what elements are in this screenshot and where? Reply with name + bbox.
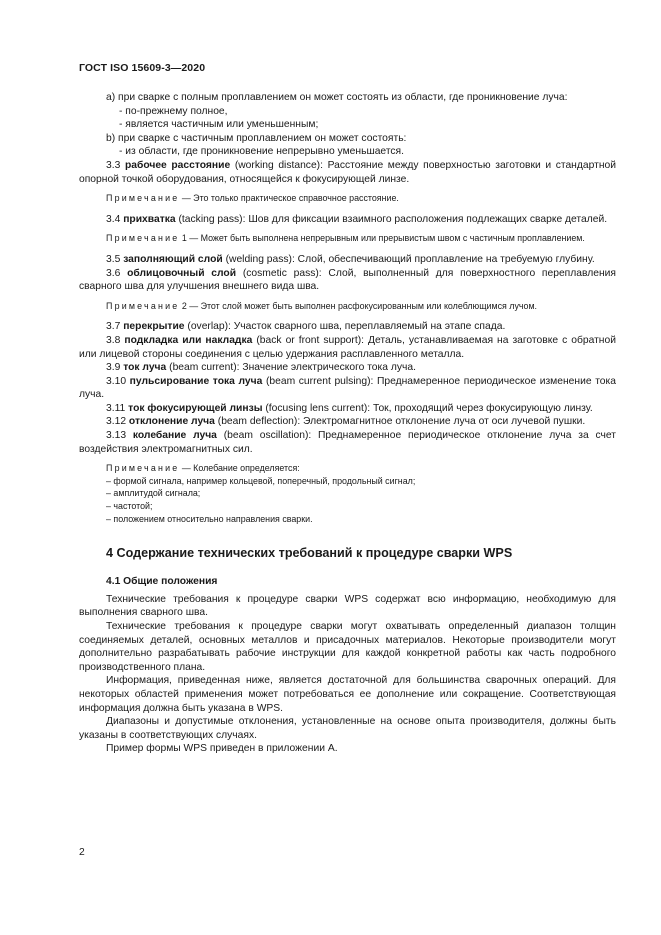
definition-number: 3.12: [106, 416, 127, 428]
definition-text: (welding pass): Слой, обеспечивающий проплавление на требуемую глубину.: [225, 253, 595, 265]
list-item-a: a) при сварке с полным проплавлением он может состоять из области, где проникновение луча:: [106, 92, 568, 103]
note-4: [79, 462, 616, 475]
definition-3-12: [79, 415, 616, 429]
note-list-item: – частотой;: [106, 501, 153, 512]
note-list-item: – амплитудой сигнала;: [106, 488, 201, 499]
definition-3-10: [79, 375, 616, 402]
note-label: Примечание: [106, 233, 180, 244]
definition-text: (tacking pass): Шов для фиксации взаимного расположения подлежащих сварке деталей.: [178, 213, 608, 225]
note-label: Примечание: [106, 300, 180, 311]
document-body: [79, 91, 616, 756]
document-header: ГОСТ ISO 15609-3—2020: [79, 62, 206, 74]
definition-term: колебание луча: [132, 430, 217, 442]
definition-term: облицовочный слой: [127, 267, 237, 279]
definition-term: отклонение луча: [128, 416, 215, 428]
definition-text: (overlap): Участок сварного шва, переплавляемый на этапе спада.: [187, 321, 506, 333]
list-subitem: - является частичным или уменьшенным;: [119, 119, 319, 131]
definition-3-4: [79, 213, 616, 227]
note-text: 1 — Может быть выполнена непрерывным или прерывистым швом с частичным проплавлением.: [181, 233, 585, 244]
note-list-item: – формой сигнала, например кольцевой, поперечный, продольный сигнал;: [106, 475, 416, 486]
definition-term: рабочее расстояние: [124, 159, 231, 171]
definition-number: 3.10: [106, 375, 127, 387]
paragraph: Технические требования к процедуре сварки могут охватывать определенный диапазон толщин соединяемых деталей, основных металлов и присадочных материалов. Некоторые производители могут дополнительно разрабатывать рабочие инструкции для каждой конкретной работы как часть подробного производственного плана.: [79, 621, 616, 673]
note-1: [79, 192, 616, 205]
definition-term: подкладка или накладка: [124, 334, 253, 346]
definition-3-9: [79, 361, 616, 375]
definition-text: (beam oscillation): Преднамеренное периодическое отклонение луча за счет воздействия электромагнитных сил.: [79, 430, 616, 455]
definition-number: 3.13: [106, 430, 127, 442]
definition-3-5: [79, 253, 616, 267]
definition-text: (working distance): Расстояние между поверхностью заготовки и стандартной опорной точкой оборудования, относящейся к фокусирующей линзе.: [79, 159, 616, 185]
note-text: — Колебание определяется:: [181, 463, 300, 474]
note-text: — Это только практическое справочное расстояние.: [181, 193, 399, 204]
definition-number: 3.8: [106, 334, 121, 346]
definition-text: (cosmetic pass): Слой, выполненный для поверхностного переплавления сварного шва для улучшения внешнего вида шва.: [79, 267, 616, 293]
section-heading: 4 Содержание технических требований к процедуре сварки WPS: [106, 546, 513, 561]
note-list-item: – положением относительно направления сварки.: [106, 513, 313, 524]
definition-3-6: [79, 267, 616, 294]
definition-term: ток фокусирующей линзы: [128, 402, 263, 414]
list-item-b: b) при сварке с частичным проплавлением он может состоять:: [106, 132, 407, 144]
definition-text: (beam deflection): Электромагнитное отклонение луча от оси лучевой пушки.: [217, 416, 586, 428]
definition-number: 3.4: [106, 213, 121, 225]
note-2: [79, 232, 616, 245]
definition-3-11: [79, 402, 616, 416]
subsection-heading: 4.1 Общие положения: [106, 576, 218, 588]
definition-3-7: [79, 320, 616, 334]
definition-term: заполняющий слой: [123, 253, 223, 265]
paragraph: Технические требования к процедуре сварки WPS содержат всю информацию, необходимую для выполнения сварного шва.: [79, 593, 616, 619]
paragraph: Пример формы WPS приведен в приложении А.: [106, 743, 338, 755]
definition-3-13: [79, 429, 616, 456]
list-subitem: - по-прежнему полное,: [119, 105, 228, 117]
paragraph: Диапазоны и допустимые отклонения, установленные на основе опыта производителя, должны быть указаны в соответствующих случаях.: [79, 716, 616, 741]
definition-term: ток луча: [123, 362, 167, 374]
note-label: Примечание: [106, 463, 180, 474]
definition-term: прихватка: [123, 213, 176, 225]
definition-term: перекрытие: [123, 321, 185, 333]
definition-3-8: [79, 334, 616, 361]
definition-number: 3.7: [106, 321, 121, 333]
definition-3-3: [79, 159, 616, 186]
definition-number: 3.6: [106, 267, 121, 279]
note-text: 2 — Этот слой может быть выполнен расфокусированным или колеблющимся лучом.: [181, 300, 538, 311]
note-3: [79, 300, 616, 313]
definition-text: (back or front support): Деталь, устанавливаемая на заготовке с обратной или лицевой стороны соединения с целью удержания расплавленного металла.: [79, 334, 616, 360]
paragraph: Информация, приведенная ниже, является достаточной для большинства сварочных операций. Для некоторых областей применения может потребоваться ее дополнение или сокращение. Соответствующая информация должна быть указана в WPS.: [79, 675, 616, 714]
definition-term: пульсирование тока луча: [129, 375, 263, 387]
note-label: Примечание: [106, 193, 180, 204]
list-subitem: - из области, где проникновение непрерывно уменьшается.: [119, 146, 404, 158]
definition-number: 3.5: [106, 253, 121, 265]
definition-number: 3.9: [106, 362, 121, 374]
page-number: 2: [79, 847, 85, 858]
definition-number: 3.3: [106, 159, 121, 171]
definition-text: (beam current): Значение электрического тока луча.: [169, 362, 416, 374]
definition-text: (beam current pulsing): Преднамеренное периодическое изменение тока луча.: [79, 375, 616, 401]
definition-text: (focusing lens current): Ток, проходящий через фокусирующую линзу.: [265, 402, 593, 414]
definition-number: 3.11: [106, 402, 126, 414]
